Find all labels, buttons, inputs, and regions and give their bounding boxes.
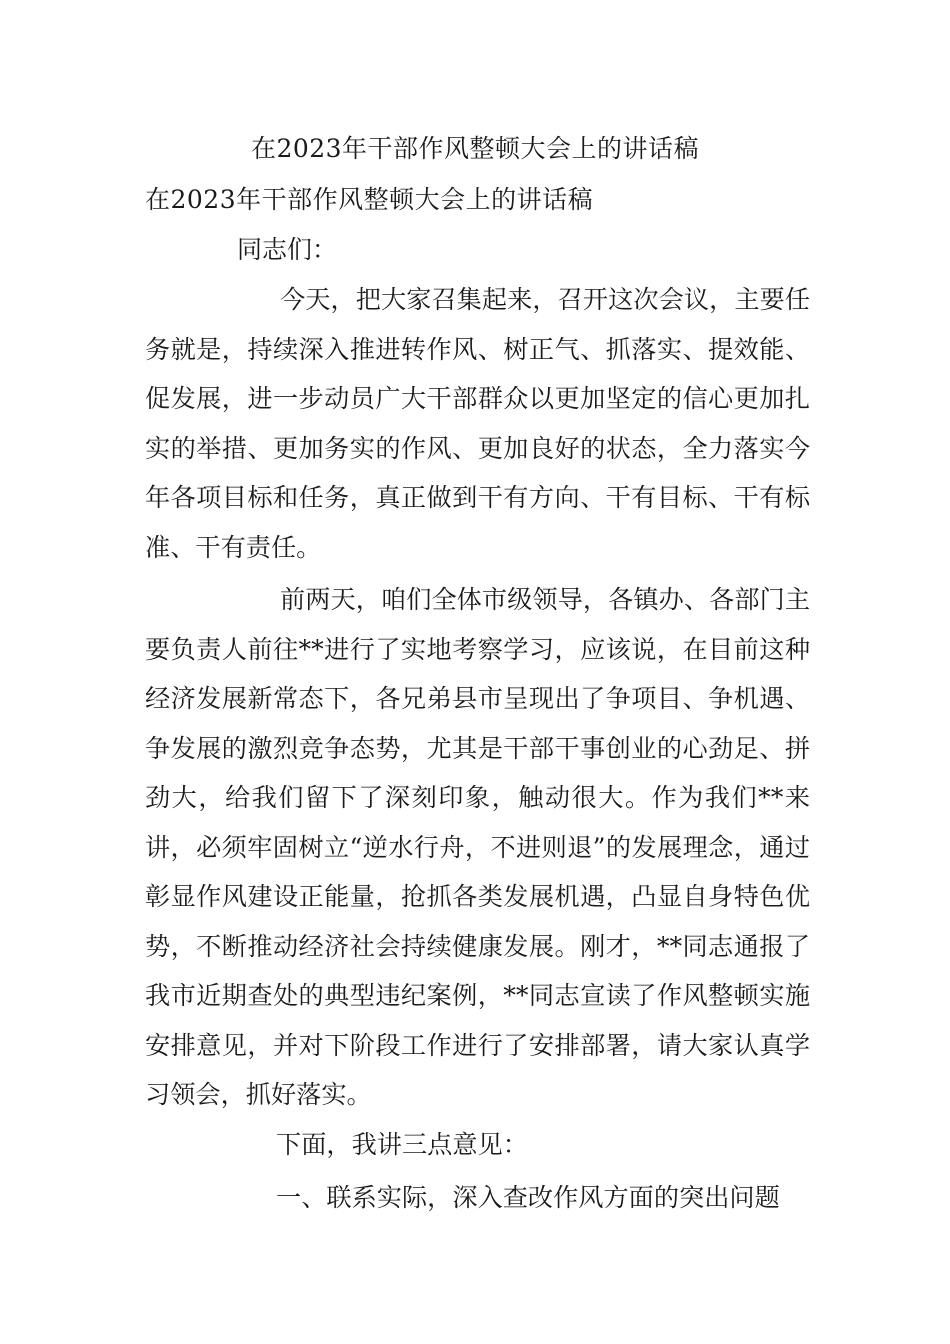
document-subtitle: 在2023年干部作风整顿大会上的讲话稿	[145, 185, 594, 214]
document-title: 在2023年干部作风整顿大会上的讲话稿	[250, 134, 700, 163]
section-heading-one: 一、联系实际，深入查改作风方面的突出问题	[276, 1183, 780, 1212]
paragraph-study-visit: 前两天，咱们全体市级领导，各镇办、各部门主要负责人前往**进行了实地考察学习，应该说，在目前这种经济发展新常态下，各兄弟县市呈现出了争项目、争机遇、争发展的激烈竞争态势，尤其是干部干事创业的心劲足、拼劲大，给我们留下了深刻印象，触动很大。作为我们**来讲，必须牢固树立“逆水行舟，不进则退”的发展理念，通过彰显作风建设正能量，抢抓各类发展机遇，凸显自身特色优势，不断推动经济社会持续健康发展。刚才，**同志通报了我市近期查处的典型违纪案例，**同志宣读了作风整顿实施安排意见，并对下阶段工作进行了安排部署，请大家认真学习领会，抓好落实。	[145, 585, 810, 1109]
paragraph-opening: 今天，把大家召集起来，召开这次会议，主要任务就是，持续深入推进转作风、树正气、抓落实、提效能、促发展，进一步动员广大干部群众以更加坚定的信心更加扎实的举措、更加务实的作风、更加良好的状态，全力落实今年各项目标和任务，真正做到干有方向、干有目标、干有标准、干有责任。	[145, 285, 810, 562]
paragraph-three-points: 下面，我讲三点意见：	[276, 1130, 528, 1159]
salutation: 同志们：	[237, 235, 338, 264]
